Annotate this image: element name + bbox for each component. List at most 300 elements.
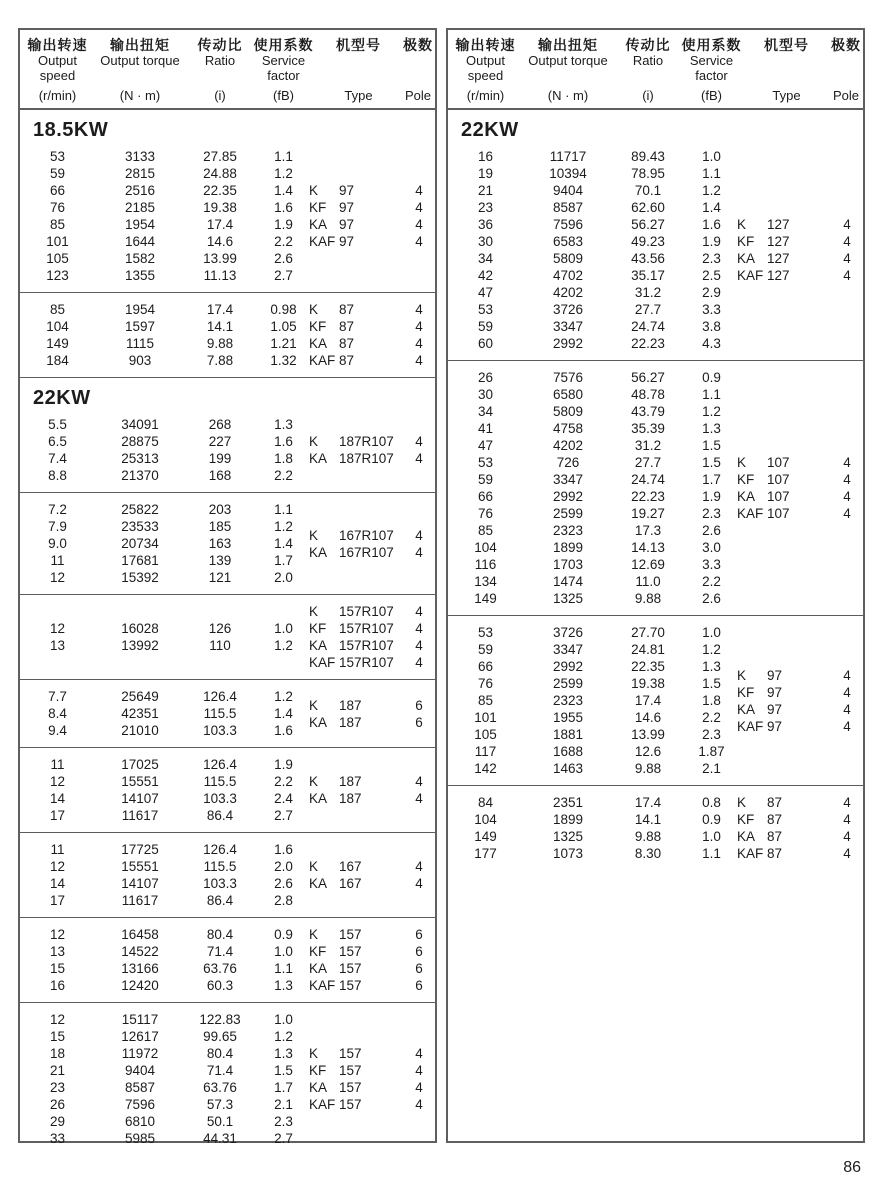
cell-output-speed: 12	[49, 1012, 66, 1027]
cell-output-torque: 11617	[121, 893, 159, 908]
cell-output-speed: 9.4	[48, 723, 67, 738]
column-header-unit: (fB)	[701, 88, 722, 103]
type-prefix: KF	[737, 812, 755, 827]
cell-ratio: 43.79	[631, 404, 665, 419]
type-prefix: KA	[309, 217, 328, 232]
type-size: 107	[767, 489, 790, 504]
cell-ratio: 115.5	[203, 774, 237, 789]
pole-value: 4	[843, 846, 851, 861]
column-header-zh: 使用系数	[681, 37, 742, 53]
type-prefix: K	[309, 527, 319, 543]
cell-output-torque: 903	[128, 353, 152, 368]
cell-output-torque: 12617	[121, 1029, 159, 1044]
cell-ratio: 9.88	[634, 591, 662, 606]
type-row	[309, 1045, 435, 1062]
cell-service-factor: 1.9	[702, 234, 721, 249]
cell-output-speed: 184	[46, 353, 69, 368]
table-section	[20, 679, 435, 747]
cell-service-factor: 2.9	[702, 285, 721, 300]
pole-value: 4	[843, 812, 851, 827]
cell-output-torque: 11972	[121, 1046, 159, 1061]
table-row	[20, 148, 435, 165]
cell-ratio: 22.23	[631, 336, 665, 351]
cell-output-torque: 3726	[552, 302, 584, 317]
table-row	[448, 182, 863, 199]
table-row	[448, 641, 863, 658]
type-size: 157R107	[339, 621, 394, 636]
table-row	[448, 590, 863, 607]
type-size: 157R107	[339, 604, 394, 619]
cell-ratio: 27.85	[203, 149, 237, 164]
pole-value: 4	[843, 251, 851, 266]
column-header	[20, 37, 95, 108]
cell-output-speed: 149	[474, 591, 497, 606]
cell-output-torque: 2992	[552, 336, 584, 351]
column-header-zh: 使用系数	[253, 37, 314, 53]
cell-ratio: 168	[208, 468, 232, 483]
type-prefix: KAF	[737, 718, 764, 734]
cell-output-speed: 14	[49, 791, 66, 806]
cell-output-speed: 66	[49, 183, 66, 198]
cell-output-speed: 19	[477, 166, 494, 181]
column-header	[740, 37, 833, 108]
type-size: 157	[339, 1097, 362, 1112]
cell-output-speed: 101	[46, 234, 69, 249]
type-size: 97	[767, 667, 783, 683]
pole-value: 4	[415, 1046, 423, 1061]
cell-ratio: 199	[208, 451, 232, 466]
cell-output-torque: 1115	[125, 336, 155, 351]
type-row	[309, 1079, 435, 1096]
type-prefix: K	[309, 604, 319, 619]
column-header-unit: (i)	[214, 88, 226, 103]
cell-output-torque: 1073	[552, 846, 584, 861]
cell-service-factor: 1.5	[702, 438, 721, 453]
cell-output-speed: 104	[474, 812, 497, 827]
type-prefix: KA	[737, 829, 756, 844]
pole-value: 4	[415, 876, 423, 891]
cell-output-torque: 15392	[121, 570, 159, 585]
type-row	[309, 1096, 435, 1113]
type-row	[309, 433, 435, 450]
cell-service-factor: 1.6	[274, 434, 293, 449]
cell-output-torque: 4202	[552, 285, 584, 300]
cell-output-torque: 11617	[121, 808, 159, 823]
cell-ratio: 115.5	[203, 859, 237, 874]
table-section	[448, 615, 863, 785]
type-prefix: K	[309, 774, 319, 789]
type-row	[309, 697, 435, 714]
cell-ratio: 60.3	[206, 978, 234, 993]
cell-output-torque: 4702	[552, 268, 584, 283]
cell-output-speed: 177	[474, 846, 497, 861]
cell-output-torque: 2351	[552, 795, 584, 810]
type-row	[309, 926, 435, 943]
cell-output-speed: 30	[477, 234, 494, 249]
cell-service-factor: 1.21	[270, 336, 297, 351]
table-row	[20, 892, 435, 909]
cell-output-speed: 76	[49, 200, 66, 215]
cell-output-torque: 1474	[552, 574, 584, 589]
cell-ratio: 9.88	[206, 336, 234, 351]
type-row	[309, 335, 435, 352]
table-header	[20, 30, 435, 110]
type-prefix: KA	[309, 638, 328, 653]
cell-output-torque: 15551	[121, 774, 159, 789]
cell-output-torque: 1355	[124, 268, 156, 283]
cell-ratio: 268	[208, 417, 232, 432]
cell-service-factor: 2.0	[274, 570, 293, 585]
column-header-en: Output speed	[37, 53, 78, 83]
type-prefix: KAF	[737, 268, 764, 283]
cell-service-factor: 1.7	[274, 553, 293, 568]
cell-ratio: 115.5	[203, 706, 237, 721]
type-row	[737, 845, 863, 862]
cell-output-torque: 17725	[121, 842, 159, 857]
cell-service-factor: 1.5	[702, 455, 721, 470]
table-section	[20, 377, 435, 492]
cell-service-factor: 1.1	[274, 961, 293, 976]
cell-ratio: 17.4	[206, 302, 234, 317]
pole-value: 4	[415, 791, 423, 806]
table-section	[20, 292, 435, 377]
cell-output-torque: 2992	[552, 489, 584, 504]
cell-service-factor: 0.98	[270, 302, 297, 317]
type-size: 87	[339, 353, 355, 368]
cell-output-speed: 66	[477, 489, 494, 504]
table-row	[448, 284, 863, 301]
type-row	[737, 471, 863, 488]
cell-service-factor: 1.4	[274, 706, 293, 721]
type-row	[737, 828, 863, 845]
cell-service-factor: 1.4	[702, 200, 721, 215]
type-size: 87	[767, 846, 783, 861]
cell-output-torque: 21370	[121, 468, 159, 483]
type-row	[309, 544, 435, 561]
cell-service-factor: 1.2	[702, 642, 721, 657]
type-row	[309, 233, 435, 250]
type-prefix: KA	[309, 336, 328, 351]
type-block	[309, 603, 435, 671]
cell-output-torque: 3347	[552, 642, 584, 657]
cell-service-factor: 1.3	[274, 978, 293, 993]
type-prefix: KA	[309, 961, 328, 976]
table-section	[20, 747, 435, 832]
cell-service-factor: 3.3	[702, 557, 721, 572]
type-row	[737, 811, 863, 828]
cell-service-factor: 1.5	[274, 1063, 293, 1078]
cell-output-torque: 8587	[552, 200, 584, 215]
pole-value: 4	[843, 217, 851, 232]
type-size: 87	[767, 795, 783, 810]
cell-ratio: 9.88	[634, 829, 662, 844]
cell-ratio: 31.2	[634, 438, 662, 453]
type-block	[309, 858, 435, 892]
cell-output-speed: 11	[50, 553, 65, 568]
type-row	[309, 790, 435, 807]
cell-output-speed: 34	[477, 404, 494, 419]
type-size: 107	[767, 472, 790, 487]
type-prefix: KF	[737, 472, 755, 487]
column-header-zh: 机型号	[336, 37, 381, 53]
cell-service-factor: 1.9	[702, 489, 721, 504]
cell-service-factor: 1.05	[270, 319, 297, 334]
cell-output-speed: 6.5	[48, 434, 67, 449]
cell-output-torque: 14107	[121, 791, 159, 806]
cell-service-factor: 2.7	[274, 1131, 293, 1146]
cell-output-torque: 28875	[121, 434, 159, 449]
table-row	[20, 1113, 435, 1130]
column-header-zh: 输出扭矩	[538, 37, 598, 53]
cell-service-factor: 2.2	[274, 774, 293, 789]
cell-output-speed: 53	[49, 149, 66, 164]
column-header-zh: 传动比	[197, 37, 243, 53]
cell-output-torque: 1954	[124, 302, 156, 317]
type-row	[309, 603, 435, 620]
type-size: 87	[339, 302, 355, 317]
pole-value: 4	[415, 302, 423, 317]
cell-ratio: 12.6	[634, 744, 662, 759]
cell-output-speed: 123	[46, 268, 69, 283]
cell-service-factor: 0.9	[274, 927, 293, 942]
column-header	[255, 37, 312, 108]
table-row	[448, 403, 863, 420]
cell-ratio: 80.4	[206, 1046, 234, 1061]
type-block	[309, 182, 435, 250]
pole-value: 4	[415, 774, 423, 789]
cell-service-factor: 1.4	[274, 183, 293, 198]
cell-output-speed: 117	[474, 744, 497, 759]
type-prefix: KF	[309, 319, 327, 334]
cell-output-torque: 15117	[121, 1012, 159, 1027]
cell-service-factor: 1.87	[698, 744, 725, 759]
cell-service-factor: 2.1	[274, 1097, 293, 1112]
type-size: 97	[339, 183, 355, 198]
cell-output-torque: 2185	[124, 200, 156, 215]
type-size: 87	[339, 319, 355, 334]
cell-output-speed: 105	[46, 251, 69, 266]
type-row	[309, 450, 435, 467]
cell-service-factor: 2.5	[702, 268, 721, 283]
table-row	[448, 760, 863, 777]
column-header-unit: (i)	[642, 88, 654, 103]
type-size: 87	[767, 829, 783, 844]
type-size: 107	[767, 455, 790, 470]
cell-output-speed: 59	[49, 166, 66, 181]
cell-output-torque: 9404	[552, 183, 584, 198]
cell-output-speed: 8.8	[48, 468, 67, 483]
cell-output-speed: 76	[477, 676, 494, 691]
cell-ratio: 227	[208, 434, 232, 449]
type-prefix: KA	[309, 791, 328, 806]
type-size: 187	[339, 791, 362, 806]
type-row	[309, 1062, 435, 1079]
cell-ratio: 99.65	[203, 1029, 237, 1044]
table-row	[448, 437, 863, 454]
type-block	[309, 773, 435, 807]
cell-ratio: 14.1	[206, 319, 234, 334]
cell-service-factor: 0.9	[702, 370, 721, 385]
cell-ratio: 203	[208, 502, 232, 517]
type-block	[737, 216, 863, 284]
type-row	[309, 182, 435, 199]
pole-value: 4	[415, 638, 423, 653]
column-header-zh: 输出扭矩	[110, 37, 170, 53]
column-header-en: Output torque	[528, 53, 608, 68]
cell-output-torque: 5809	[552, 251, 584, 266]
column-header-unit: (r/min)	[466, 88, 505, 103]
cell-ratio: 7.88	[206, 353, 234, 368]
cell-output-speed: 21	[49, 1063, 66, 1078]
pole-value: 4	[415, 1097, 423, 1112]
column-header-en: Output torque	[100, 53, 180, 68]
cell-output-torque: 1954	[124, 217, 156, 232]
cell-ratio: 27.70	[631, 625, 665, 640]
column-header-unit: (N · m)	[547, 88, 589, 103]
cell-output-speed: 36	[477, 217, 494, 232]
cell-output-speed: 33	[49, 1131, 66, 1146]
table-row	[448, 624, 863, 641]
type-prefix: KA	[737, 701, 756, 717]
cell-service-factor: 1.2	[274, 1029, 293, 1044]
table-row	[20, 1028, 435, 1045]
type-row	[309, 301, 435, 318]
cell-ratio: 31.2	[634, 285, 662, 300]
cell-output-speed: 8.4	[48, 706, 67, 721]
cell-service-factor: 1.3	[274, 1046, 293, 1061]
cell-service-factor: 1.2	[274, 166, 293, 181]
type-row	[309, 977, 435, 994]
cell-output-torque: 15551	[121, 859, 159, 874]
type-size: 157	[339, 927, 362, 942]
table-section	[20, 917, 435, 1002]
pole-value: 4	[843, 234, 851, 249]
cell-output-speed: 7.2	[48, 502, 67, 517]
cell-ratio: 11.0	[635, 574, 661, 589]
type-prefix: K	[737, 455, 747, 470]
type-prefix: KA	[737, 251, 756, 266]
type-block	[309, 527, 435, 561]
type-prefix: K	[309, 1046, 319, 1061]
cell-ratio: 44.31	[203, 1131, 237, 1146]
type-block	[309, 433, 435, 467]
cell-ratio: 14.6	[634, 710, 662, 725]
cell-service-factor: 3.8	[702, 319, 721, 334]
type-row	[737, 667, 863, 684]
cell-output-speed: 59	[477, 319, 494, 334]
cell-ratio: 17.4	[634, 693, 662, 708]
pole-value: 4	[415, 217, 423, 232]
table-section	[20, 110, 435, 292]
cell-output-speed: 105	[474, 727, 497, 742]
cell-ratio: 14.13	[631, 540, 665, 555]
cell-output-torque: 6810	[124, 1114, 156, 1129]
table-row	[448, 148, 863, 165]
pole-value: 4	[415, 451, 423, 466]
column-header-zh: 传动比	[625, 37, 671, 53]
cell-ratio: 24.81	[631, 642, 665, 657]
pole-value: 4	[415, 527, 423, 543]
cell-service-factor: 4.3	[702, 336, 721, 351]
type-prefix: KAF	[309, 353, 336, 368]
cell-output-torque: 34091	[121, 417, 159, 432]
type-size: 167	[339, 876, 362, 891]
cell-output-speed: 47	[477, 438, 494, 453]
cell-service-factor: 1.5	[702, 676, 721, 691]
table-section	[448, 785, 863, 870]
cell-output-speed: 41	[477, 421, 494, 436]
cell-ratio: 13.99	[631, 727, 665, 742]
cell-ratio: 19.38	[631, 676, 665, 691]
cell-service-factor: 2.4	[274, 791, 293, 806]
cell-output-torque: 1597	[124, 319, 156, 334]
cell-output-speed: 7.4	[48, 451, 67, 466]
type-row	[737, 794, 863, 811]
type-size: 157	[339, 1046, 362, 1061]
cell-service-factor: 2.3	[702, 727, 721, 742]
cell-output-speed: 84	[477, 795, 494, 810]
table-row	[20, 807, 435, 824]
cell-output-torque: 20734	[121, 536, 159, 551]
cell-output-speed: 47	[477, 285, 494, 300]
type-prefix: KF	[309, 200, 327, 215]
cell-output-torque: 5985	[124, 1131, 156, 1146]
table-section	[448, 360, 863, 615]
pole-value: 4	[415, 353, 423, 368]
column-header-en: Service factor	[689, 53, 734, 83]
pole-value: 4	[415, 621, 423, 636]
pole-value: 6	[415, 944, 423, 959]
table-header	[448, 30, 863, 110]
pole-value: 4	[843, 489, 851, 504]
cell-service-factor: 1.2	[274, 689, 293, 704]
cell-output-torque: 2323	[552, 693, 584, 708]
pole-value: 4	[843, 684, 851, 700]
cell-output-speed: 101	[474, 710, 497, 725]
cell-output-torque: 1644	[124, 234, 156, 249]
cell-output-torque: 17681	[121, 553, 159, 568]
type-row	[737, 505, 863, 522]
cell-service-factor: 2.6	[274, 251, 293, 266]
table-row	[448, 743, 863, 760]
type-prefix: KA	[309, 451, 328, 466]
cell-output-speed: 7.9	[48, 519, 67, 534]
cell-ratio: 19.27	[631, 506, 665, 521]
table-row	[448, 386, 863, 403]
type-prefix: KAF	[737, 846, 764, 861]
table-row	[20, 1130, 435, 1147]
cell-ratio: 139	[208, 553, 232, 568]
column-header-zh: 输出转速	[27, 37, 88, 53]
type-size: 187	[339, 774, 362, 789]
pole-value: 4	[415, 319, 423, 334]
cell-output-speed: 149	[46, 336, 69, 351]
page-number: 86	[843, 1159, 861, 1176]
cell-ratio: 35.17	[631, 268, 665, 283]
table-row	[20, 467, 435, 484]
type-size: 127	[767, 234, 790, 249]
cell-ratio: 24.74	[631, 319, 665, 334]
cell-ratio: 121	[208, 570, 232, 585]
cell-output-torque: 7596	[124, 1097, 156, 1112]
type-block	[309, 301, 435, 369]
cell-output-speed: 30	[477, 387, 494, 402]
cell-ratio: 27.7	[634, 302, 662, 317]
cell-output-torque: 25822	[121, 502, 159, 517]
type-prefix: KA	[309, 544, 328, 560]
cell-ratio: 48.78	[631, 387, 665, 402]
table-row	[448, 165, 863, 182]
